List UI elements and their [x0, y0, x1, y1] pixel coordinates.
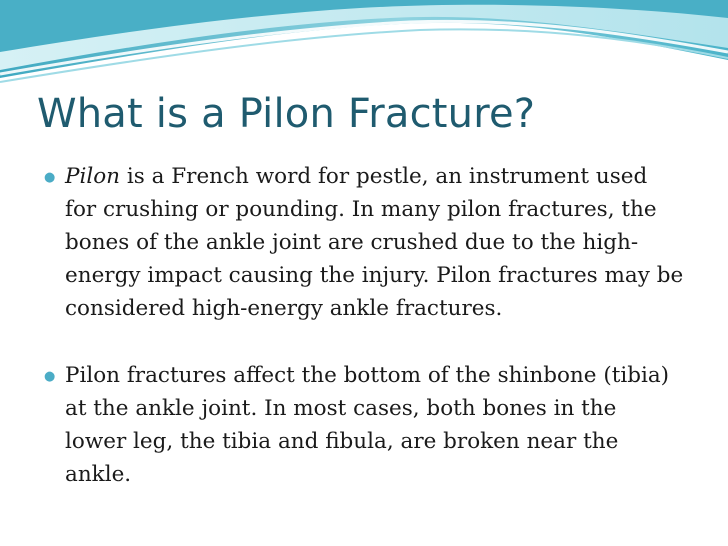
slide-title: What is a Pilon Fracture?	[37, 91, 536, 137]
bullet-text: is a French word for pestle, an instrument used for crushing or pounding. In many pilon fractures, the bones of the ankle joint are crushed due to the high-energy impact causing the injury. Pilon fractures may be considered high-energy ankle fractures.	[65, 164, 684, 321]
bullet-item	[44, 359, 684, 491]
bullet-item	[44, 160, 684, 325]
bullet-list	[44, 160, 684, 491]
round-bullet-icon: ●	[44, 170, 56, 185]
header-wave-decoration	[0, 0, 728, 90]
bullet-text: Pilon fractures affect the bottom of the shinbone (tibia) at the ankle joint. In most cases, both bones in the lower leg, the tibia and fibula, are broken near the ankle.	[65, 363, 670, 487]
round-bullet-icon: ●	[44, 369, 56, 384]
bullet-lead-term: Pilon	[65, 164, 121, 189]
